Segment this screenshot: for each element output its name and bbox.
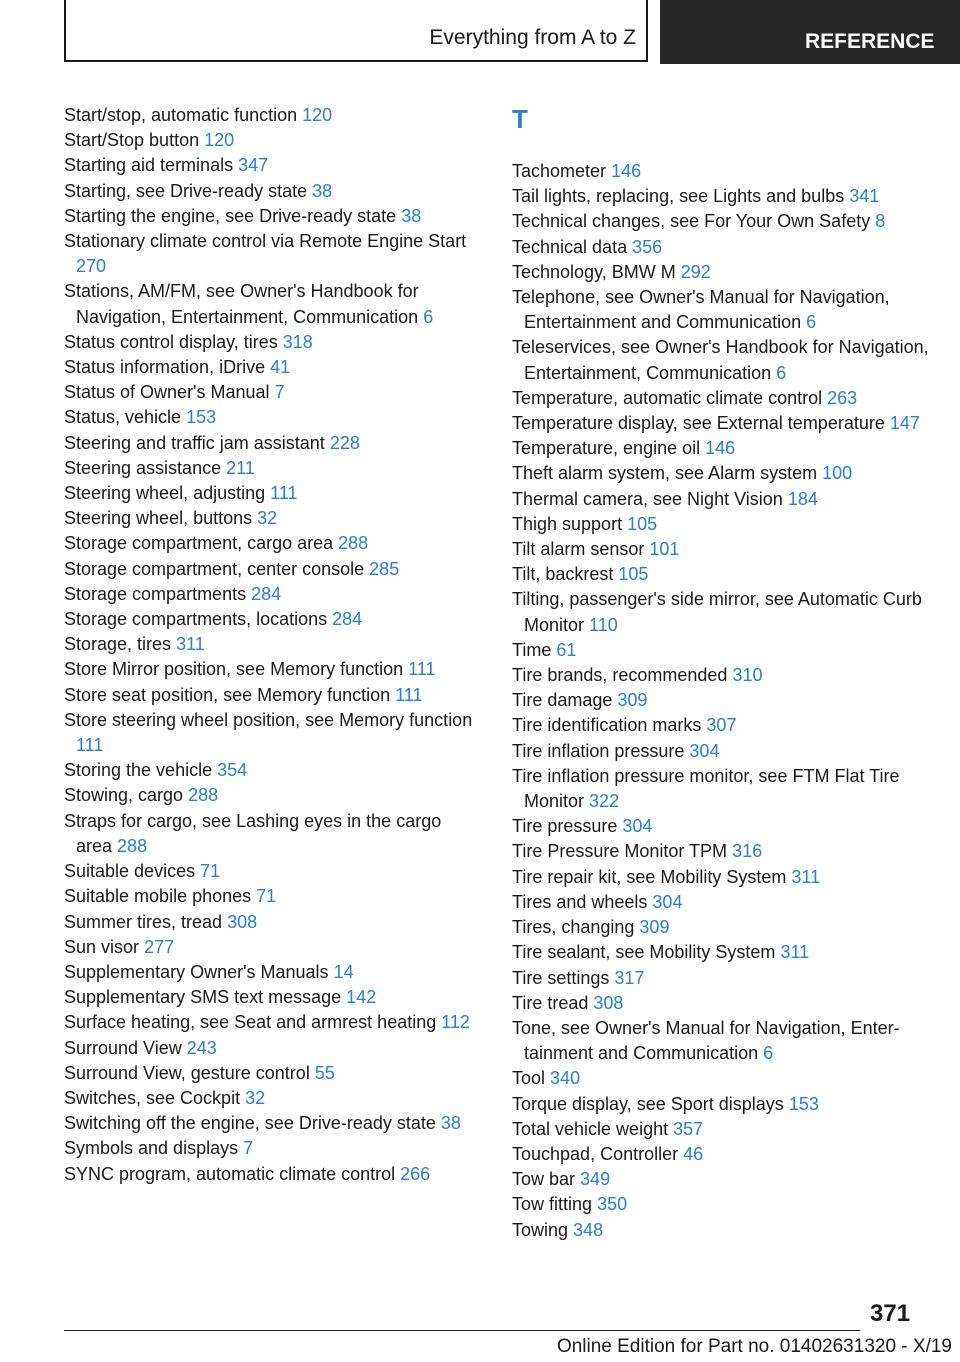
index-term: Start/stop, automatic function xyxy=(64,105,298,125)
index-column-left xyxy=(64,103,482,1187)
page-reference-link[interactable]: 101 xyxy=(649,539,680,560)
index-term: Steering and traffic jam assistant xyxy=(64,432,325,453)
page-reference-link[interactable]: 112 xyxy=(441,1012,470,1033)
index-term: Towing xyxy=(512,1219,569,1240)
index-entry xyxy=(512,1167,932,1192)
footer-divider xyxy=(64,1330,860,1331)
index-entry xyxy=(64,330,482,355)
index-entry xyxy=(64,405,482,430)
index-entry xyxy=(512,285,932,335)
index-entry xyxy=(64,229,482,279)
index-term: Tow bar xyxy=(512,1169,576,1190)
index-entry xyxy=(64,456,482,481)
page-reference-link[interactable]: 316 xyxy=(732,841,763,862)
index-entry xyxy=(512,1218,932,1243)
index-term: Starting aid terminals xyxy=(64,155,234,176)
page-reference-link[interactable]: 111 xyxy=(395,684,423,705)
index-term: SYNC program, automatic climate control xyxy=(64,1163,396,1184)
index-term: Stations, AM/FM, see Owner's Handbook for Navigation, Entertainment, Communication xyxy=(64,281,419,327)
index-term: Sun visor xyxy=(64,936,140,957)
page-reference-link[interactable]: 284 xyxy=(332,609,363,630)
page-reference-link[interactable]: 6 xyxy=(776,362,787,383)
page-reference-link[interactable]: 354 xyxy=(217,760,248,781)
index-entry xyxy=(512,638,932,663)
index-term: Straps for cargo, see Lashing eyes in the cargo area xyxy=(64,810,442,856)
index-term: Tire damage xyxy=(512,690,613,711)
index-entry xyxy=(64,179,482,204)
index-entry xyxy=(64,910,482,935)
page-reference-link[interactable]: 146 xyxy=(705,438,736,459)
page-reference-link[interactable]: 350 xyxy=(597,1194,628,1215)
index-term: Storing the vehicle xyxy=(64,760,213,781)
index-term: Tire repair kit, see Mobility System xyxy=(512,866,787,887)
index-term: Temperature, automatic climate control xyxy=(512,387,823,408)
index-term: Store steering wheel position, see Memory function xyxy=(64,709,473,730)
index-term: Tachometer xyxy=(512,161,607,181)
page-reference-link[interactable]: 32 xyxy=(257,508,278,529)
index-term: Tires, changing xyxy=(512,917,635,938)
page-number: 371 xyxy=(870,1300,911,1327)
page-reference-link[interactable]: 142 xyxy=(346,987,377,1008)
footer-edition-text: Online Edition for Part no. 01402631320 - X/19 xyxy=(556,1336,952,1357)
page-reference-link[interactable]: 147 xyxy=(889,413,920,434)
index-entry xyxy=(64,204,482,229)
index-term: Tire inflation pressure xyxy=(512,740,685,761)
page-reference-link[interactable]: 311 xyxy=(780,942,810,963)
index-entry xyxy=(512,235,932,260)
index-term: Tool xyxy=(512,1068,546,1089)
page-reference-link[interactable]: 285 xyxy=(369,558,400,579)
index-entry xyxy=(512,461,932,486)
page-reference-link[interactable]: 288 xyxy=(338,533,369,554)
page-reference-link[interactable]: 41 xyxy=(270,357,291,378)
section-tab-label: REFERENCE xyxy=(805,30,935,53)
index-entry xyxy=(64,380,482,405)
index-entry xyxy=(512,663,932,688)
index-term: Supplementary Owner's Manuals xyxy=(64,961,329,982)
page-reference-link[interactable]: 14 xyxy=(333,961,354,982)
index-entry xyxy=(512,1092,932,1117)
index-entry xyxy=(64,481,482,506)
page-reference-link[interactable]: 111 xyxy=(408,659,436,680)
page-reference-link[interactable]: 309 xyxy=(617,690,648,711)
page-reference-link[interactable]: 105 xyxy=(618,564,649,585)
page-reference-link[interactable]: 211 xyxy=(226,457,255,478)
page-reference-link[interactable]: 308 xyxy=(227,911,258,932)
index-entry xyxy=(64,607,482,632)
index-term: Suitable mobile phones xyxy=(64,886,252,907)
index-term: Temperature display, see External temperature xyxy=(512,413,885,434)
page-reference-link[interactable]: 105 xyxy=(627,513,658,534)
page-reference-link[interactable]: 153 xyxy=(788,1093,819,1114)
page-reference-link[interactable]: 146 xyxy=(611,161,642,181)
index-entry xyxy=(512,814,932,839)
page-reference-link[interactable]: 277 xyxy=(144,936,175,957)
page-reference-link[interactable]: 284 xyxy=(251,583,282,604)
index-entry xyxy=(64,128,482,153)
letter-heading: T xyxy=(512,104,528,134)
index-term: Tail lights, replacing, see Lights and bulbs xyxy=(512,186,845,207)
index-entry xyxy=(512,865,932,890)
index-entry xyxy=(64,657,482,682)
page-reference-link[interactable]: 46 xyxy=(683,1143,704,1164)
section-tab xyxy=(660,0,960,64)
index-term: Switching off the engine, see Drive-ready state xyxy=(64,1113,436,1134)
page-reference-link[interactable]: 318 xyxy=(282,331,313,352)
index-term: Store seat position, see Memory function xyxy=(64,684,391,705)
page-reference-link[interactable]: 341 xyxy=(849,186,880,207)
page-reference-link[interactable]: 61 xyxy=(556,639,577,660)
index-entry xyxy=(64,557,482,582)
page-reference-link[interactable]: 266 xyxy=(400,1163,431,1184)
page-reference-link[interactable]: 311 xyxy=(176,634,205,655)
index-entry xyxy=(512,386,932,411)
page-reference-link[interactable]: 243 xyxy=(186,1037,217,1058)
index-entry xyxy=(512,940,932,965)
index-entry xyxy=(64,960,482,985)
index-entry xyxy=(512,260,932,285)
index-term: Steering wheel, buttons xyxy=(64,508,253,529)
index-entry xyxy=(64,884,482,909)
page-reference-link[interactable]: 32 xyxy=(245,1087,266,1108)
index-entry xyxy=(512,764,932,814)
index-entry xyxy=(64,431,482,456)
page-reference-link[interactable]: 304 xyxy=(652,891,683,912)
page-reference-link[interactable]: 347 xyxy=(238,155,269,176)
page-reference-link[interactable]: 6 xyxy=(806,312,817,333)
index-entry xyxy=(512,512,932,537)
index-term: Storage compartments xyxy=(64,583,247,604)
index-term: Tilt alarm sensor xyxy=(512,539,645,560)
index-entry xyxy=(64,935,482,960)
index-entry xyxy=(512,411,932,436)
index-entry xyxy=(64,1111,482,1136)
page-reference-link[interactable]: 7 xyxy=(274,382,285,403)
page-reference-link[interactable]: 311 xyxy=(791,866,821,887)
index-term: Starting the engine, see Drive-ready state xyxy=(64,205,397,226)
page-reference-link[interactable]: 288 xyxy=(117,835,148,856)
page-reference-link[interactable]: 340 xyxy=(550,1068,581,1089)
header-section-box xyxy=(64,0,648,62)
index-entry xyxy=(64,1036,482,1061)
index-term: Store Mirror position, see Memory function xyxy=(64,659,404,680)
index-entry xyxy=(64,279,482,329)
index-term: Touchpad, Controller xyxy=(512,1143,679,1164)
index-term: Symbols and displays xyxy=(64,1138,239,1159)
index-term: Total vehicle weight xyxy=(512,1118,669,1139)
index-entry xyxy=(512,436,932,461)
page-reference-link[interactable]: 304 xyxy=(689,740,720,761)
index-term: Surface heating, see Seat and armrest heating xyxy=(64,1012,437,1033)
index-entry xyxy=(512,209,932,234)
index-entry xyxy=(512,587,932,637)
page-reference-link[interactable]: 292 xyxy=(680,261,711,282)
page-reference-link[interactable]: 71 xyxy=(200,861,221,882)
index-entry xyxy=(64,506,482,531)
index-term: Technical data xyxy=(512,236,628,257)
index-entry xyxy=(512,335,932,385)
index-term: Tire identification marks xyxy=(512,715,702,736)
index-entry xyxy=(64,103,482,128)
index-entry xyxy=(64,708,482,758)
index-term: Summer tires, tread xyxy=(64,911,223,932)
page-reference-link[interactable]: 288 xyxy=(188,785,219,806)
page-reference-link[interactable]: 270 xyxy=(76,256,107,277)
index-entry xyxy=(512,562,932,587)
page-reference-link[interactable]: 111 xyxy=(270,483,298,504)
page-reference-link[interactable]: 6 xyxy=(763,1043,774,1064)
index-term: Storage compartments, locations xyxy=(64,609,328,630)
index-term: Surround View, gesture control xyxy=(64,1062,310,1083)
index-entry xyxy=(64,758,482,783)
page-reference-link[interactable]: 263 xyxy=(827,387,858,408)
index-entry xyxy=(64,809,482,859)
page-reference-link[interactable]: 349 xyxy=(580,1169,611,1190)
index-entry xyxy=(64,783,482,808)
index-term: Torque display, see Sport displays xyxy=(512,1093,784,1114)
index-term: Thigh support xyxy=(512,513,623,534)
index-term: Storage compartment, cargo area xyxy=(64,533,334,554)
page-reference-link[interactable]: 7 xyxy=(243,1138,254,1159)
page-reference-link[interactable]: 120 xyxy=(302,105,333,125)
index-term: Stowing, cargo xyxy=(64,785,184,806)
index-term: Start/Stop button xyxy=(64,130,200,151)
index-term: Tires and wheels xyxy=(512,891,648,912)
page-reference-link[interactable]: 100 xyxy=(822,463,853,484)
index-term: Theft alarm system, see Alarm system xyxy=(512,463,818,484)
page-reference-link[interactable]: 8 xyxy=(875,211,886,232)
index-term: Technical changes, see For Your Own Safety xyxy=(512,211,871,232)
index-entry xyxy=(512,915,932,940)
index-term: Starting, see Drive-ready state xyxy=(64,180,308,201)
index-term: Tone, see Owner's Manual for Navigation, Entertainment and Communication xyxy=(512,1017,900,1064)
index-entry xyxy=(512,839,932,864)
index-entry xyxy=(512,1192,932,1217)
index-entry xyxy=(64,1086,482,1111)
index-term: Temperature, engine oil xyxy=(512,438,701,459)
index-term: Tire settings xyxy=(512,967,610,988)
index-term: Storage, tires xyxy=(64,634,172,655)
page-reference-link[interactable]: 309 xyxy=(639,917,670,938)
index-term: Surround View xyxy=(64,1037,182,1058)
index-entry xyxy=(512,688,932,713)
page-reference-link[interactable]: 228 xyxy=(329,432,360,453)
index-term: Tire sealant, see Mobility System xyxy=(512,942,776,963)
page-reference-link[interactable]: 357 xyxy=(673,1118,704,1139)
index-term: Tire pressure xyxy=(512,816,618,837)
page-reference-link[interactable]: 356 xyxy=(632,236,663,257)
index-term: Status of Owner's Manual xyxy=(64,382,270,403)
index-entry xyxy=(512,487,932,512)
page-reference-link[interactable]: 317 xyxy=(614,967,645,988)
page-reference-link[interactable]: 120 xyxy=(204,130,235,151)
index-term: Tilt, backrest xyxy=(512,564,614,585)
index-entry xyxy=(64,632,482,657)
index-entry xyxy=(512,1117,932,1142)
page-reference-link[interactable]: 153 xyxy=(186,407,217,428)
page-reference-link[interactable]: 6 xyxy=(423,306,434,327)
index-term: Technology, BMW M xyxy=(512,261,676,282)
index-term: Storage compartment, center console xyxy=(64,558,365,579)
page-reference-link[interactable]: 184 xyxy=(787,488,818,509)
index-entry xyxy=(64,355,482,380)
index-entry xyxy=(512,1016,932,1066)
page-reference-link[interactable]: 111 xyxy=(76,735,104,756)
index-term: Tow fitting xyxy=(512,1194,593,1215)
index-term: Tire inflation pressure monitor, see FTM Flat Tire Monitor xyxy=(512,765,900,812)
page-reference-link[interactable]: 304 xyxy=(622,816,653,837)
index-term: Tire tread xyxy=(512,992,589,1013)
index-entry xyxy=(64,531,482,556)
index-entry xyxy=(512,890,932,915)
page-reference-link[interactable]: 308 xyxy=(593,992,624,1013)
index-entry xyxy=(64,153,482,178)
page-reference-link[interactable]: 71 xyxy=(256,886,277,907)
index-term: Status information, iDrive xyxy=(64,357,266,378)
index-term: Status control display, tires xyxy=(64,331,278,352)
page-reference-link[interactable]: 38 xyxy=(440,1113,461,1134)
page-reference-link[interactable]: 38 xyxy=(312,180,333,201)
index-column-right xyxy=(512,103,932,1243)
index-entries-t xyxy=(512,159,932,1243)
index-term: Steering wheel, adjusting xyxy=(64,483,266,504)
index-entry xyxy=(512,713,932,738)
index-entry xyxy=(64,582,482,607)
index-entry xyxy=(512,991,932,1016)
index-entry xyxy=(64,683,482,708)
index-entry xyxy=(64,985,482,1010)
index-entry xyxy=(512,537,932,562)
index-entry xyxy=(64,1010,482,1035)
index-term: Status, vehicle xyxy=(64,407,182,428)
page-reference-link[interactable]: 310 xyxy=(732,665,763,686)
page-reference-link[interactable]: 322 xyxy=(589,791,620,812)
page-reference-link[interactable]: 38 xyxy=(401,205,422,226)
index-entry xyxy=(512,966,932,991)
index-entry xyxy=(512,1142,932,1167)
index-term: Stationary climate control via Remote Engine Start xyxy=(64,231,467,252)
index-term: Steering assistance xyxy=(64,457,222,478)
section-title: Everything from A to Z xyxy=(429,26,636,49)
index-term: Tire brands, recommended xyxy=(512,665,728,686)
index-term: Supplementary SMS text message xyxy=(64,987,342,1008)
page-reference-link[interactable]: 348 xyxy=(573,1219,604,1240)
index-entry xyxy=(512,159,932,184)
index-entry xyxy=(512,739,932,764)
index-term: Time xyxy=(512,639,552,660)
index-entry xyxy=(64,1136,482,1161)
index-entry xyxy=(64,1162,482,1187)
index-entry xyxy=(64,1061,482,1086)
page-reference-link[interactable]: 110 xyxy=(589,614,618,635)
index-term: Tilting, passenger's side mirror, see Automatic Curb Monitor xyxy=(512,589,922,635)
index-term: Switches, see Cockpit xyxy=(64,1087,241,1108)
index-term: Telephone, see Owner's Manual for Navigation, Entertainment and Communication xyxy=(512,287,890,333)
index-term: Thermal camera, see Night Vision xyxy=(512,488,783,509)
index-term: Tire Pressure Monitor TPM xyxy=(512,841,728,862)
page-reference-link[interactable]: 307 xyxy=(706,715,737,736)
page-reference-link[interactable]: 55 xyxy=(314,1062,335,1083)
index-term: Teleservices, see Owner's Handbook for Navigation, Entertainment, Communication xyxy=(512,337,929,383)
index-entry xyxy=(512,1066,932,1091)
index-entry xyxy=(64,859,482,884)
index-entry xyxy=(512,184,932,209)
index-term: Suitable devices xyxy=(64,861,196,882)
